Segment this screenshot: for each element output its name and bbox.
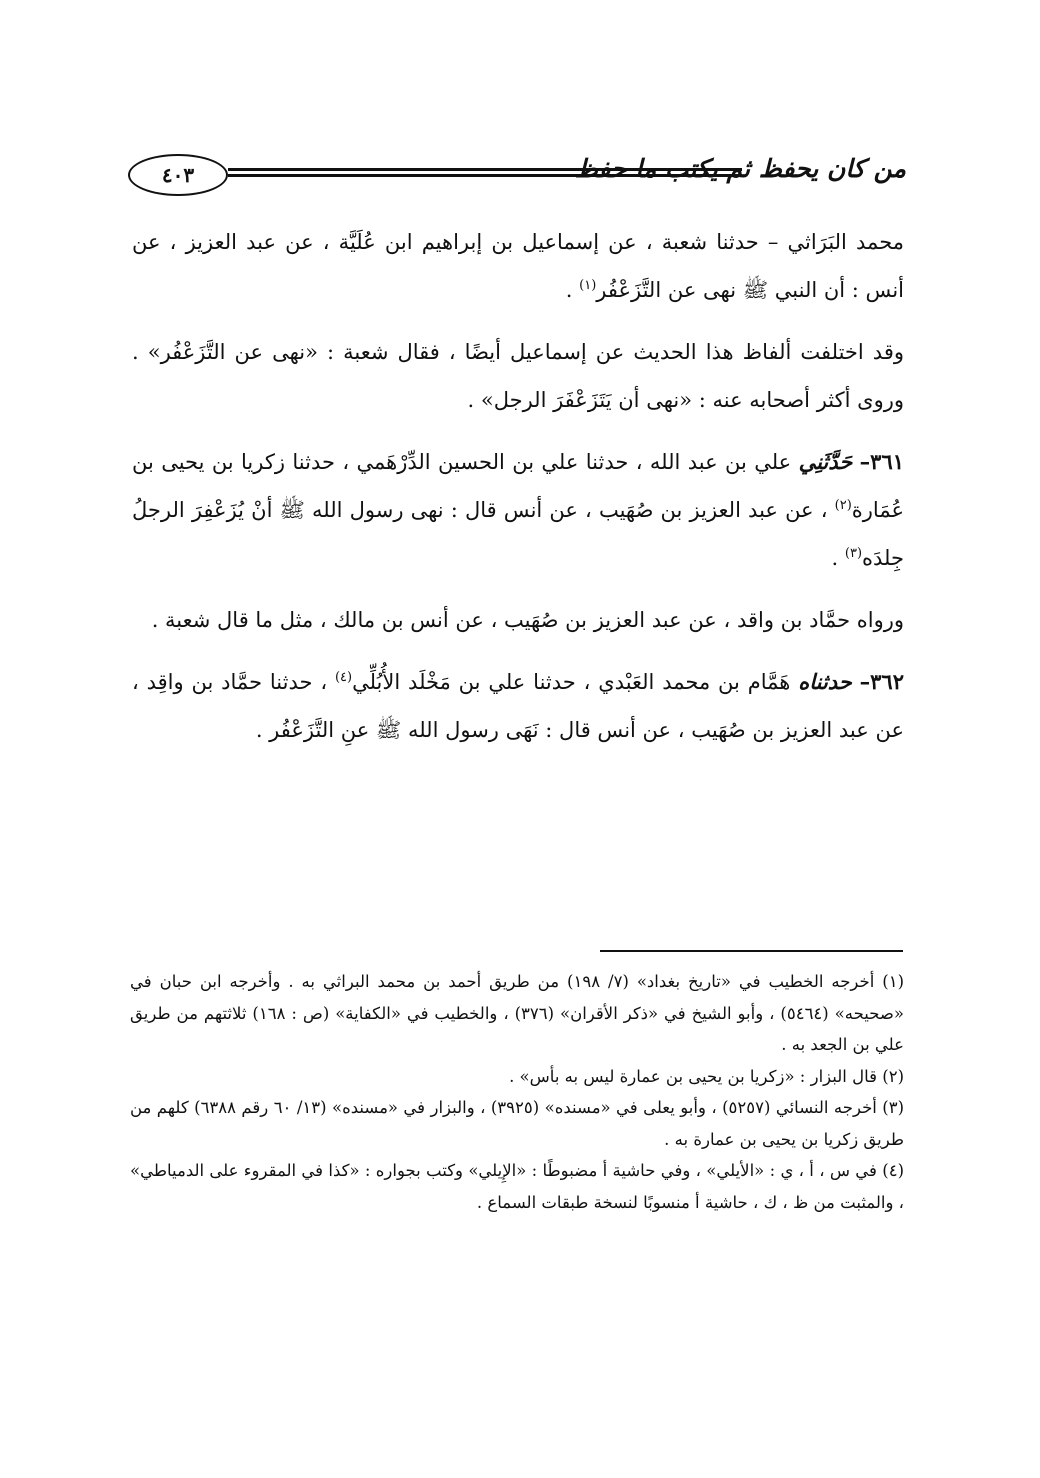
- footnote-3: (٣) أخرجه النسائي (٥٢٥٧) ، وأبو يعلى في «مسنده» (٣٩٢٥) ، والبزار في «مسنده» (١٣/ ٦٠ رقم ٦٣٨٨) كلهم من طريق زكريا بن يحيى بن عمارة به .: [130, 1098, 905, 1149]
- footnote-separator: [600, 950, 903, 952]
- paragraph-4: ورواه حمَّاد بن واقد ، عن عبد العزيز بن صُهَيب ، عن أنس بن مالك ، مثل ما قال شعبة .: [151, 608, 904, 632]
- hadith-362-text-b: ، حدثنا حمَّاد بن واقِد ، عن عبد العزيز بن صُهَيب ، عن أنس قال : نَهَى رسول الله ﷺ عنِ التَّزَعْفُر .: [132, 670, 904, 742]
- footnote-ref-2: (٢): [834, 498, 852, 513]
- hadith-number: ٣٦١–: [859, 449, 905, 474]
- hadith-362: [132, 658, 904, 754]
- hadith-362-text-a: هَمَّام بن محمد العَبْدي ، حدثنا علي بن مَخْلَد الأُبُلِّي: [352, 670, 799, 694]
- hadith-361-text-b: ، عن عبد العزيز بن صُهَيب ، عن أنس قال : نهى رسول الله ﷺ أنْ يُزَعْفِرَ الرجلُ جِلدَه: [132, 498, 904, 570]
- hadith-opening: حَدَّثَنِي: [798, 449, 853, 474]
- paragraph-1: [132, 218, 904, 314]
- hadith-number: ٣٦٢–: [859, 669, 904, 694]
- paragraph-2: وقد اختلفت ألفاظ هذا الحديث عن إسماعيل أيضًا ، فقال شعبة : «نهى عن التَّزَعْفُر» . وروى أكثر أصحابه عنه : «نهى أن يَتَزَعْفَرَ الرجل» .: [132, 340, 904, 412]
- hadith-361-end: .: [831, 546, 845, 570]
- main-text: [132, 218, 904, 768]
- paragraph-1-text: محمد البَرَاثي – حدثنا شعبة ، عن إسماعيل بن إبراهيم ابن عُلَيَّة ، عن عبد العزيز ، عن أنس : أن النبي ﷺ نهى عن التَّزَعْفُر: [132, 230, 904, 302]
- footnotes: [130, 966, 904, 1218]
- footnote-1: (١) أخرجه الخطيب في «تاريخ بغداد» (٧/ ١٩٨) من طريق أحمد بن محمد البراثي به . وأخرجه ابن حبان في «صحيحه» (٥٤٦٤) ، وأبو الشيخ في «ذكر الأقران» (٣٧٦) ، والخطيب في «الكفاية» (ص : ١٦٨) ثلاثتهم من طريق علي بن الجعد به .: [130, 972, 905, 1054]
- footnote-ref-4: (٤): [334, 670, 353, 685]
- footnote-4: (٤) في س ، أ ، ي : «الأيلي» ، وفي حاشية أ مضبوطًا : «الإِيلي» وكتب بجواره : «كذا في المقروء على الدمياطي» ، والمثبت من ظ ، ك ، حاشية أ منسوبًا لنسخة طبقات السماع .: [130, 1161, 904, 1212]
- page-number: ٤٠٣: [128, 154, 228, 196]
- running-title: من كان يحفظ ثم يكتب ما حفظ: [574, 154, 906, 183]
- page-header: [128, 150, 906, 200]
- footnote-ref-3: (٣): [844, 546, 863, 561]
- paragraph-1-end: .: [565, 278, 580, 302]
- hadith-361-text-a: علي بن عبد الله ، حدثنا علي بن الحسين الدِّرْهَمي ، حدثنا زكريا بن يحيى بن عُمَارة: [132, 450, 904, 522]
- footnote-ref-1: (١): [579, 278, 597, 293]
- footnote-2: (٢) قال البزار : «زكريا بن يحيى بن عمارة ليس به بأس» .: [509, 1066, 904, 1086]
- hadith-361: [132, 438, 904, 582]
- hadith-opening: حدثناه: [798, 669, 852, 694]
